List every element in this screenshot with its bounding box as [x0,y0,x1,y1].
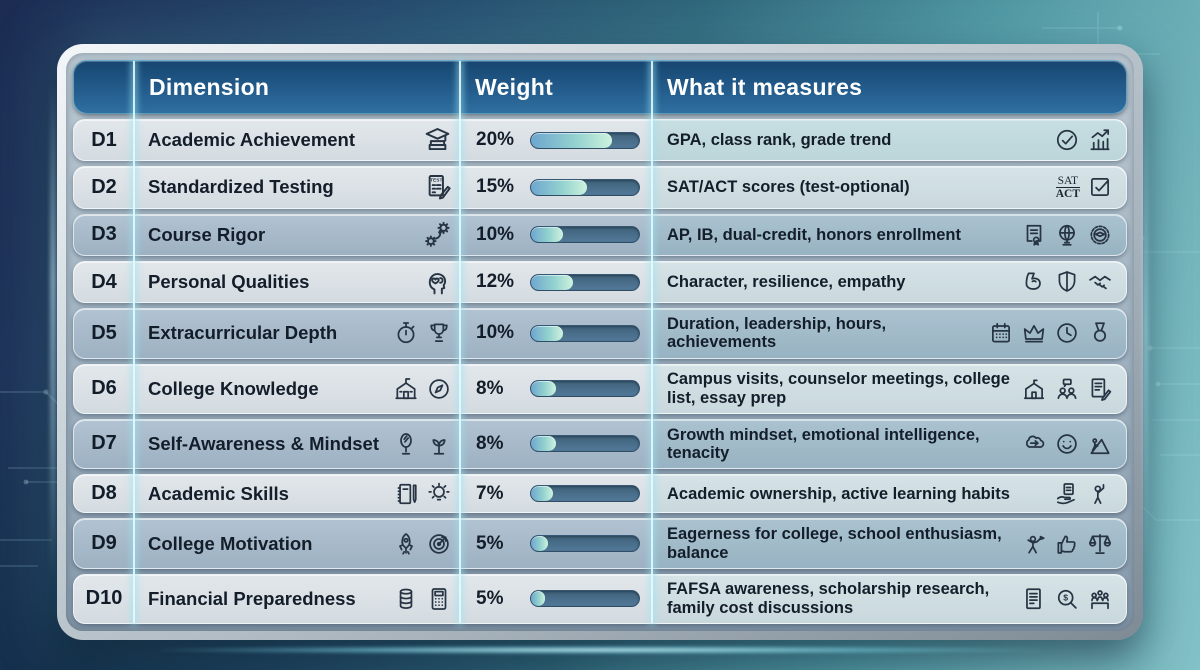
balance-scale-icon [1087,531,1113,557]
panel-edge-glow-left [50,80,56,580]
svg-text:TEST: TEST [430,178,443,184]
dimension-id: D9 [91,532,117,555]
measures-text: Academic ownership, active learning habits [667,484,1010,503]
measures-text: SAT/ACT scores (test-optional) [667,178,910,197]
weight-bar-fill [531,536,548,551]
certificate-icon [1021,222,1047,248]
growth-plant-icon [426,431,452,457]
measures-text: GPA, class rank, grade trend [667,130,892,149]
hand-document-icon [1054,481,1080,507]
column-divider [459,61,461,623]
svg-text:$: $ [1063,592,1069,603]
strength-arm-icon [1021,269,1047,295]
lightbulb-icon [426,481,452,507]
weight-value: 5% [476,532,504,554]
header-dimension: Dimension [149,73,270,100]
weight-value: 5% [476,587,504,609]
weight-value: 7% [476,482,504,504]
measures-text: Growth mindset, emotional intelligence, tenacity [667,425,980,462]
weight-bar-fill [531,275,573,290]
measures-text: AP, IB, dual-credit, honors enrollment [667,225,961,244]
dimension-id: D8 [91,482,117,505]
weight-bar [530,179,640,196]
chart-uptrend-icon [1087,127,1113,153]
compass-icon [426,376,452,402]
raised-hand-icon [1087,481,1113,507]
column-divider [651,61,653,623]
table-panel-inner [66,53,1134,631]
head-heart-mind-icon [423,268,452,297]
cheering-person-icon [1021,531,1047,557]
weight-bar-fill [531,436,556,451]
perseverance-climb-icon [1087,431,1113,457]
smiley-icon [1054,431,1080,457]
weight-bar [530,226,640,243]
column-divider [133,61,135,623]
scholarship-search-icon [1054,586,1080,612]
dimension-id: D4 [91,270,117,293]
dimension-name: Academic Achievement [148,129,356,151]
rocket-icon [393,531,419,557]
weight-bar [530,590,640,607]
campus-building-icon [1021,376,1047,402]
weight-bar-fill [531,180,587,195]
weight-value: 12% [476,271,515,293]
clock-icon [1054,320,1080,346]
table-row [73,474,1127,513]
dimension-name: Academic Skills [148,482,289,504]
weight-value: 10% [476,223,515,245]
graduation-cap-books-icon [423,126,452,155]
dimension-name: Financial Preparedness [148,587,356,609]
table-row [73,574,1127,624]
medal-icon [1087,320,1113,346]
honor-seal-icon [1087,222,1113,248]
table-row [73,119,1127,161]
measures-text: Campus visits, counselor meetings, college list, essay prep [667,370,1010,407]
weight-bar [530,380,640,397]
panel-bottom-glow [160,646,1040,654]
dimension-id: D1 [91,128,117,151]
panel-edge-glow-right [1143,90,1148,570]
measures-text: Eagerness for college, school enthusiasm, balance [667,525,1002,562]
dimension-name: Personal Qualities [148,271,310,293]
table-row [73,308,1127,358]
dimension-name: Extracurricular Depth [148,322,338,344]
dimension-id: D10 [85,587,123,610]
weight-value: 15% [476,176,515,198]
table-row [73,364,1127,414]
essay-pencil-icon [1087,376,1113,402]
weight-bar-fill [531,133,612,148]
table-row [73,261,1127,303]
coins-stack-icon [393,586,419,612]
check-circle-icon [1054,127,1080,153]
fafsa-form-icon [1021,586,1047,612]
weight-bar-fill [531,486,553,501]
table-header-row [73,60,1127,114]
target-icon [426,531,452,557]
school-building-icon [393,376,419,402]
sat-act-icon: SAT ACT [1055,174,1080,200]
handshake-icon [1087,269,1113,295]
table-row [73,166,1127,208]
mirror-icon [393,431,419,457]
measures-text: Duration, leadership, hours, achievements [667,314,887,352]
globe-icon [1054,222,1080,248]
thumbs-up-icon [1054,531,1080,557]
dimension-name: Course Rigor [148,223,266,245]
weight-bar-fill [531,227,563,242]
weight-value: 8% [476,377,504,399]
checkbox-icon [1087,174,1113,200]
weight-bar-fill [531,326,563,341]
dimension-id: D5 [91,321,117,344]
test-sheet-pencil-icon [423,173,452,202]
dimension-name: College Motivation [148,532,313,554]
table-panel [57,44,1143,640]
table-row [73,518,1127,568]
weight-value: 8% [476,432,504,454]
weight-bar [530,435,640,452]
shield-icon [1054,269,1080,295]
weight-bar-fill [531,591,545,606]
counselor-chat-icon [1054,376,1080,402]
weight-value: 10% [476,322,515,344]
weight-bar [530,325,640,342]
notebook-pencil-icon [393,481,419,507]
dimension-id: D3 [91,223,117,246]
dimension-id: D2 [91,175,117,198]
weight-bar [530,274,640,291]
weight-bar-fill [531,381,556,396]
weight-bar [530,535,640,552]
crown-icon [1021,320,1047,346]
trophy-icon [426,320,452,346]
calculator-icon [426,586,452,612]
stopwatch-icon [393,320,419,346]
measures-text: Character, resilience, empathy [667,272,906,291]
dimension-id: D6 [91,377,117,400]
header-measures: What it measures [667,73,863,100]
table-row [73,419,1127,469]
brain-growth-icon [1021,431,1047,457]
table-row [73,214,1127,256]
dimension-name: College Knowledge [148,377,319,399]
family-discussion-icon [1087,586,1113,612]
header-weight: Weight [475,73,554,100]
dimension-name: Standardized Testing [148,176,334,198]
calendar-icon [988,320,1014,346]
weight-bar [530,132,640,149]
measures-text: FAFSA awareness, scholarship research, family cost discussions [667,580,990,617]
dimension-id: D7 [91,432,117,455]
weight-bar [530,485,640,502]
process-gears-icon [423,220,452,249]
dimension-name: Self-Awareness & Mindset [148,432,379,454]
weight-value: 20% [476,129,515,151]
